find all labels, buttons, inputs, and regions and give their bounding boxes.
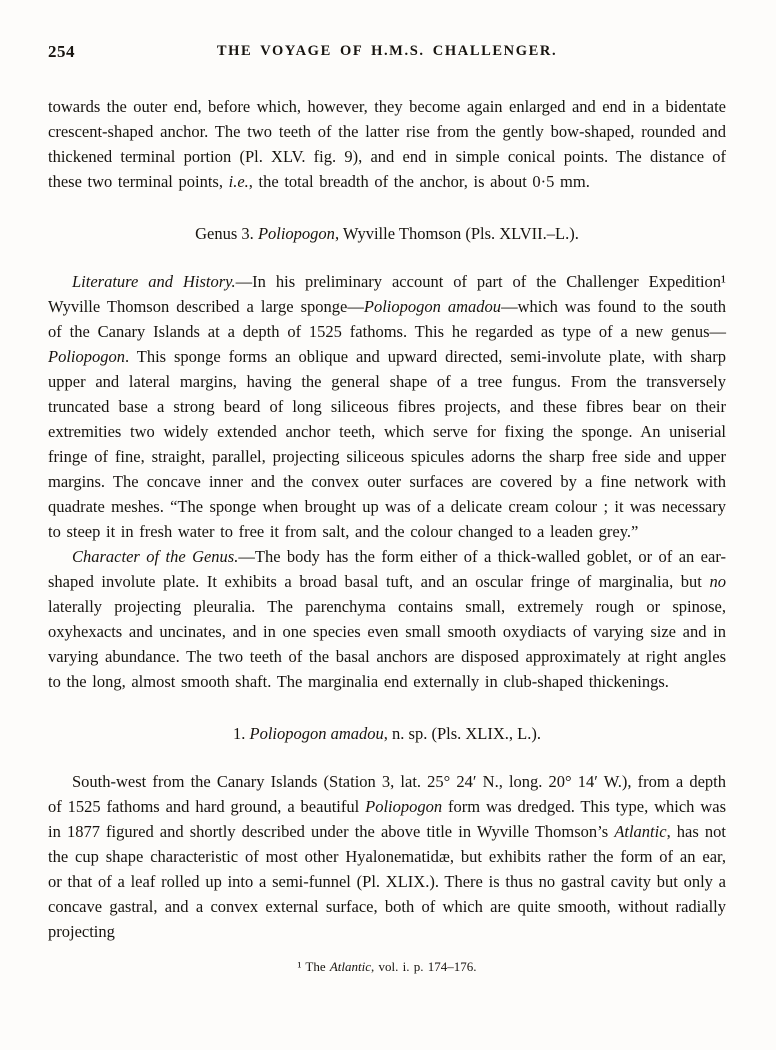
footnote: ¹ The Atlantic, vol. i. p. 174–176. [297,959,477,974]
running-title: THE VOYAGE OF H.M.S. CHALLENGER. [216,43,558,59]
paragraph-continuation: towards the outer end, before which, however, they become again enlarged and end in a bidentate crescent-shaped anchor. The two teeth of the latter rise from the gently bow-shaped, rounded and thickened terminal portion (Pl. XLV. fig. 9), and end in simple conical points. The distance of these two terminal points, i.e., the total breadth of the anchor, is about 0·5 mm. [48,97,726,191]
page-header [48,42,726,64]
page-number: 254 [48,42,75,61]
page-body [48,94,726,976]
paragraph-character-of-genus: Character of the Genus.—The body has the form either of a thick-walled goblet, or of an ear-shaped involute plate. It exhibits a broad basal tuft, and an oscular fringe of marginalia, but no laterally projecting pleuralia. The parenchyma contains small, extremely rough or spinose, oxyhexacts and uncinates, and in one species even small smooth oxydiacts of varying size and in varying abundance. The two teeth of the basal anchors are disposed approximately at right angles to the long, almost smooth shaft. The marginalia end externally in club-shaped thickenings. [48,547,726,691]
species-heading: 1. Poliopogon amadou, n. sp. (Pls. XLIX., L.). [233,724,541,743]
paragraph-species-description: South-west from the Canary Islands (Station 3, lat. 25° 24′ N., long. 20° 14′ W.), from a depth of 1525 fathoms and hard ground, a beautiful Poliopogon form was dredged. This type, which was in 1877 figured and shortly described under the above title in Wyville Thomson’s Atlantic, has not the cup shape characteristic of most other Hyalonematidæ, but exhibits rather the form of an ear, or that of a leaf rolled up into a semi-funnel (Pl. XLIX.). There is thus no gastral cavity but only a concave gastral, and a convex external surface, both of which are quite smooth, without radially projecting [48,772,726,941]
paragraph-literature-history: Literature and History.—In his preliminary account of part of the Challenger Expedition¹ Wyville Thomson described a large sponge—Poliopogon amadou—which was found to the south of the Canary Islands at a depth of 1525 fathoms. This he regarded as type of a new genus—Poliopogon. This sponge forms an oblique and upward directed, semi-involute plate, with sharp upper and lateral margins, having the general shape of a tree fungus. From the transversely truncated base a strong beard of long siliceous fibres projects, and these fibres bear on their extremities two widely extended anchor teeth, which serve for fixing the sponge. An uniserial fringe of fine, straight, parallel, projecting siliceous spicules adorns the sharp free side and upper margins. The concave inner and the convex outer surfaces are covered by a fine network with quadrate meshes. “The sponge when brought up was of a delicate cream colour ; it was necessary to steep it in fresh water to free it from salt, and the colour changed to a leaden grey.” [48,272,726,541]
genus-heading: Genus 3. Poliopogon, Wyville Thomson (Pls. XLVII.–L.). [195,224,579,243]
